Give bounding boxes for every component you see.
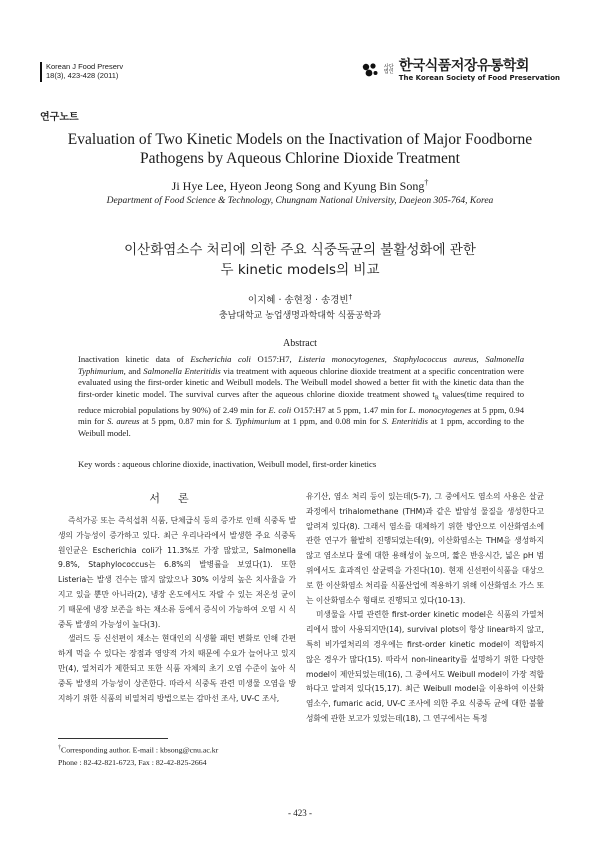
- abstract-segment: at 5 ppm, 0.87 min for: [139, 416, 226, 427]
- journal-bar: [40, 62, 42, 82]
- corresponding-mark: †: [424, 178, 429, 187]
- korean-title: [40, 240, 560, 280]
- paper-title-line2: Pathogens by Aqueous Chlorine Dioxide Treatment: [140, 150, 460, 167]
- society-logo-block: [361, 58, 560, 82]
- section-title-introduction: 서론: [149, 492, 207, 505]
- footnote-rule: [58, 738, 168, 739]
- korean-title-line1: 이산화염소수 처리에 의한 주요 식중독균의 불활성화에 관한: [124, 242, 476, 258]
- journal-name: Korean J Food Preserv: [46, 62, 124, 71]
- society-english-name: The Korean Society of Food Preservation: [398, 74, 560, 82]
- society-logo-icon: [361, 62, 379, 78]
- korean-affiliation: 충남대학교 농업생명과학대학 식품공학과: [218, 311, 382, 321]
- society-small-label: 사단법인: [383, 64, 394, 75]
- korean-author-list: [40, 292, 560, 306]
- korean-title-line2: 두 kinetic models의 비교: [220, 262, 380, 278]
- abstract-species: Listeria monocytogenes, Staphylococcus aureus, Salmonella Typhimurium,: [78, 354, 524, 376]
- author-names: Ji Hye Lee, Hyeon Jeong Song and Kyung Bin Song: [171, 179, 425, 193]
- footnote-mark: †: [58, 745, 61, 751]
- abstract-segment: O157:H7 at 5 ppm, 1.47 min for: [291, 404, 409, 415]
- abstract-species: S. aureus: [107, 416, 140, 427]
- keywords-label: Key words :: [78, 459, 121, 469]
- abstract-species: Escherichia coli: [190, 354, 251, 364]
- abstract-species: E. coli: [268, 404, 292, 415]
- abstract-segment: via treatment with aqueous chlorine dioxide treatment at a specific concentration were evaluated using the first-order kinetic and Weibull models. The Weibull model showed a better fit with the kinetic data than the first-order kinetic model. The survival curves after the aqueous chlorine dioxide treatment showed t: [78, 365, 524, 399]
- author-list: [40, 178, 560, 194]
- journal-citation: [46, 62, 123, 80]
- paper-title-line1: Evaluation of Two Kinetic Models on the Inactivation of Major Foodborne: [67, 131, 533, 148]
- abstract-segment: O157:H7,: [250, 354, 299, 364]
- article-category: 연구노트: [40, 112, 79, 123]
- abstract-segment: Inactivation kinetic data of: [78, 354, 191, 364]
- body-paragraph: 샐러드 등 신선편이 채소는 현대인의 식생활 패턴 변화로 인해 간편하게 먹을 수 있다는 장점과 영양적 가치 때문에 수요가 늘어나고 있지만(4), 열처리가 제한되고 또한 식품 자체의 초기 오염 수준이 높아 식중독 발생의 가능성이 상존한다. 따라서 식중독 관련 미생물 오염을 방지하기 위한 식품의 비열처리 방법으로는 감마선 조사, UV-C 조사,: [58, 634, 296, 703]
- keywords-list: aqueous chlorine dioxide, inactivation, Weibull model, first-order kinetics: [122, 459, 377, 469]
- abstract-species: S. Typhimurium: [225, 416, 281, 427]
- page-number: - 423 -: [288, 808, 312, 818]
- abstract-heading: Abstract: [283, 338, 317, 349]
- body-paragraph: 유기산, 염소 처리 등이 있는데(5-7), 그 중에서도 염소의 사용은 살균과정에서 trihalomethane (THM)과 같은 발암성 물질을 생성한다고 알려져 있다(8). 그래서 염소를 대체하기 위한 방안으로 이산화염소에 관한 연구가 활발히 진행되었는데(9), 이산화염소는 THM을 생성하지 않고 염소보다 물에 대한 용해성이 높으며, 짧은 반응시간, 넓은 pH 범위에서도 효과적인 살균력을 가진다(10). 현재 신선편이식품을 대상으로 한 이산화염소 처리를 식품산업에 적용하기 위해 이산화염소 가스 또는 이산화염소수 형태로 진행되고 있다(10-13).: [306, 492, 544, 605]
- footnote-email: Corresponding author. E-mail : kbsong@cnu.ac.kr: [61, 745, 219, 755]
- korean-author-names: 이지혜 · 송현정 · 송경빈: [247, 295, 349, 306]
- abstract-segment: and: [125, 365, 144, 376]
- body-column-right: [306, 490, 544, 727]
- abstract-species: S. Enteritidis: [382, 416, 428, 427]
- footnote: [58, 742, 298, 769]
- abstract-segment: values(time required to reduce microbial populations by 90%) of 2.49 min for: [78, 388, 524, 415]
- affiliation: Department of Food Science & Technology, Chungnam National University, Daejeon 305-764, Korea: [106, 196, 494, 206]
- society-name-block: [399, 58, 560, 82]
- paper-title: [40, 130, 560, 168]
- abstract-segment: at 5 ppm, 0.94 min for: [78, 404, 524, 427]
- keywords: [78, 459, 524, 469]
- body-column-left: [58, 514, 296, 706]
- body-paragraph: 미생물을 사멸 관련한 first-order kinetic model은 식품의 가열처리에서 많이 사용되지만(14), survival plots이 항상 linear하지 않고, 특히 비가열처리의 경우에는 first-order kinetic model이 적합하지 않은 경우가 많다(15). 따라서 non-linearity를 설명하기 위한 다양한 model이 제안되었는데(16), 그 중에서도 Weibull model이 가장 적합하다고 알려져 있다(15,17). 최근 Weibull model을 이용하여 이산화염소수, fumaric acid, UV-C 조사에 의한 주요 식중독 균에 대한 불활성화에 관한 보고가 있었는데(18), 그 연구에서는 특정: [306, 610, 544, 723]
- body-paragraph: 즉석가공 또는 즉석섭취 식품, 단체급식 등의 증가로 인해 식중독 발생의 가능성이 증가하고 있다. 최근 우리나라에서 발생한 주요 식중독 원인균은 Escherichia coli가 11.3%로 가장 많았고, Salmonella 9.8%, Staphylococcus는 6.8%의 발병률을 보였다(1). 또한 Listeria는 발생 건수는 많지 않았으나 30% 이상의 높은 치사율을 가지고 있을 뿐만 아니라(2), 냉장 온도에서도 자랄 수 있는 저온성 균이기 때문에 냉장 보존을 하는 채소류 등에서 증식이 가능하여 오염 시 식중독 발생의 가능성이 높다(3).: [58, 516, 296, 629]
- journal-volume: 18(3), 423-428 (2011): [46, 71, 119, 80]
- society-korean-name: 한국식품저장유통학회: [398, 58, 529, 74]
- abstract-species: L. monocytogenes: [409, 404, 472, 415]
- footnote-line1: [58, 742, 298, 757]
- korean-corresponding-mark: †: [348, 292, 353, 301]
- abstract-subscript: R: [434, 395, 439, 402]
- footnote-line2: Phone : 82-42-821-6723, Fax : 82-42-825-2664: [58, 757, 207, 767]
- abstract-species: Salmonella Enteritidis: [143, 365, 221, 376]
- abstract-text: [78, 354, 524, 439]
- abstract-segment: at 1 ppm, according to the Weibull model.: [78, 416, 525, 438]
- abstract-segment: at 1 ppm, and 0.08 min for: [280, 416, 383, 427]
